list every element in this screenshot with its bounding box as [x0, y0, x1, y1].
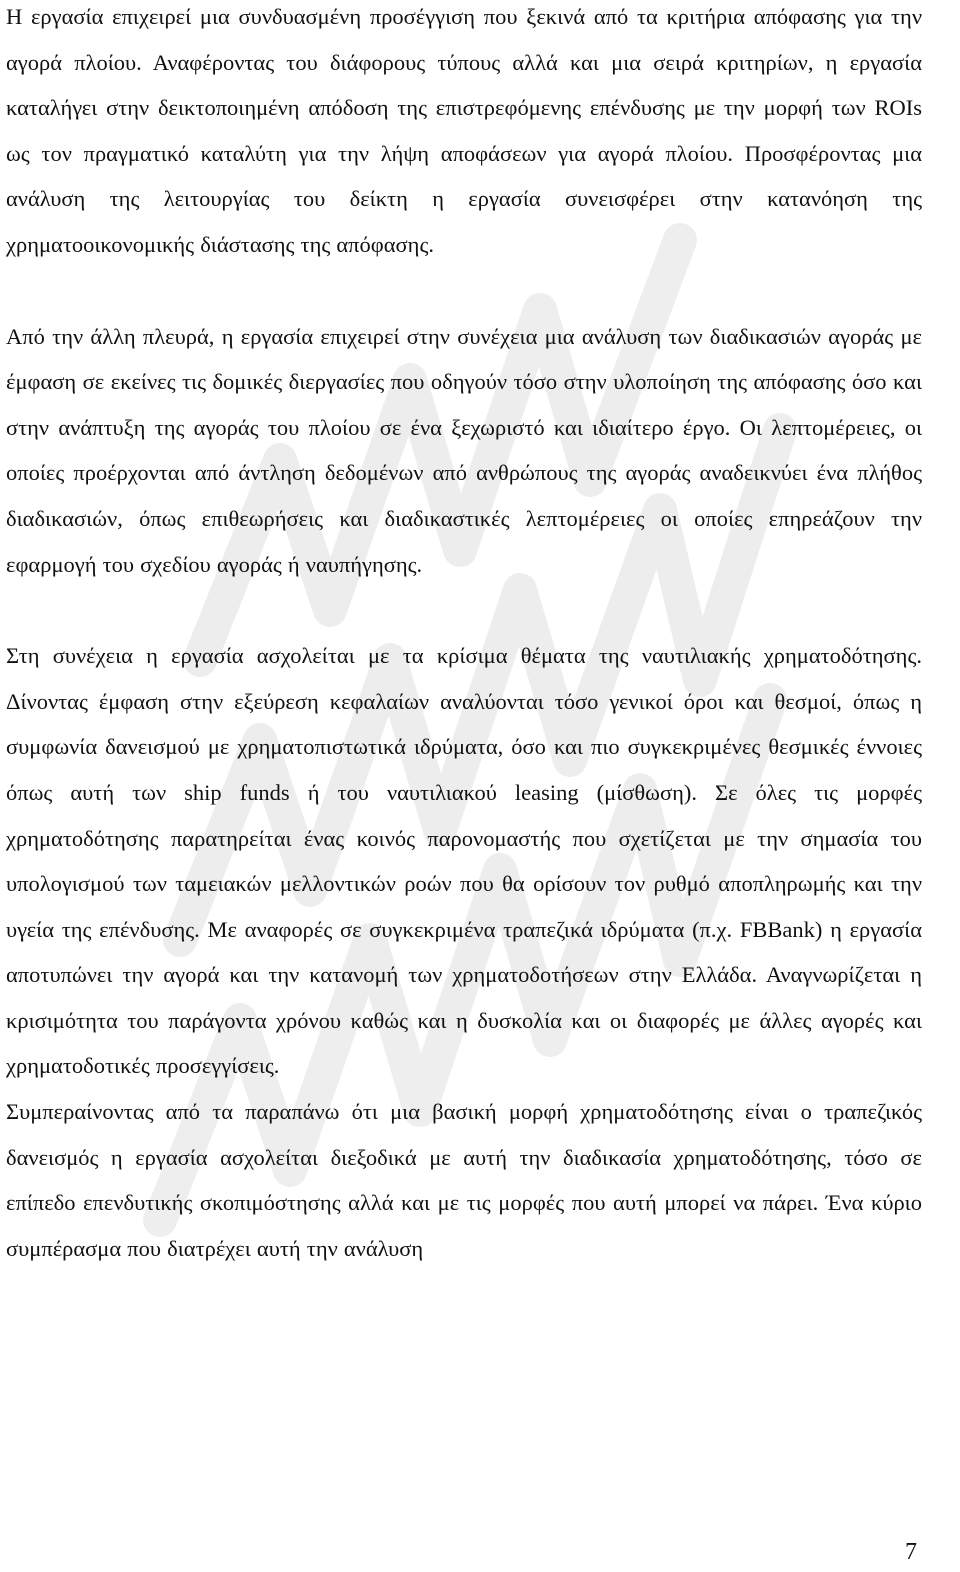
- paragraph-procedures: Από την άλλη πλευρά, η εργασία επιχειρεί στην συνέχεια μια ανάλυση των διαδικασιών αγοράς με έμφαση σε εκείνες τις δομικές διεργασίες που οδηγούν τόσο στην υλοποίηση της απόφασης όσο και στην ανάπτυξη της αγοράς του πλοίου σε ένα ξεχωριστό και ιδιαίτερο έργο. Οι λεπτομέρειες, οι οποίες προέρχονται από άντληση δεδομένων από ανθρώπους της αγοράς αναδεικνύει ένα πλήθος διαδικασιών, όπως επιθεωρήσεις και διαδικαστικές λεπτομέρειες οι οποίες επηρεάζουν την εφαρμογή του σχεδίου αγοράς ή ναυπήγησης.: [6, 323, 922, 577]
- paragraph-spacer: [6, 587, 922, 633]
- paragraph-spacer: [6, 268, 922, 314]
- paragraph-intro: Η εργασία επιχειρεί μια συνδυασμένη προσέγγιση που ξεκινά από τα κριτήρια απόφασης για την αγορά πλοίου. Αναφέροντας του διάφορους τύπους αλλά και μια σειρά κριτηρίων, η εργασία καταλήγει στην δεικτοποιημένη απόδοση της επιστρεφόμενης επένδυσης με την μορφή των ROIs ως τον πραγματικό καταλύτη για την λήψη αποφάσεων για αγορά πλοίου. Προσφέροντας μια ανάλυση της λειτουργίας του δείκτη η εργασία συνεισφέρει στην κατανόηση της χρηματοοικονομικής διάστασης της απόφασης.: [6, 4, 922, 257]
- paragraph-financing: Στη συνέχεια η εργασία ασχολείται με τα κρίσιμα θέματα της ναυτιλιακής χρηματοδότησης. Δίνοντας έμφαση στην εξεύρεση κεφαλαίων αναλύονται τόσο γενικοί όροι και θεσμοί, όπως η συμφωνία δανεισμού με χρηματοπιστωτικά ιδρύματα, όσο και πιο συγκεκριμένες θεσμικές έννοιες όπως αυτή των ship funds ή του ναυτιλιακού leasing (μίσθωση). Σε όλες τις μορφές χρηματοδότησης παρατηρείται ένας κοινός παρονομαστής που σχετίζεται με την σημασία του υπολογισμού των ταμειακών μελλοντικών ροών που θα ορίσουν τον ρυθμό αποπληρωμής και την υγεία της επένδυσης. Με αναφορές σε συγκεκριμένα τραπεζικά ιδρύματα (π.χ. FBBank) η εργασία αποτυπώνει την αγορά και την κατανομή των χρηματοδοτήσεων στην Ελλάδα. Αναγνωρίζεται η κρισιμότητα του παράγοντα χρόνου καθώς και η δυσκολία και οι διαφορές με άλλες αγορές και χρηματοδοτικές προσεγγίσεις.: [6, 643, 922, 1079]
- paragraph-conclusion: Συμπεραίνοντας από τα παραπάνω ότι μια βασική μορφή χρηματοδότησης είναι ο τραπεζικός δανεισμός η εργασία ασχολείται διεξοδικά με αυτή την διαδικασία χρηματοδότησης, τόσο σε επίπεδο επενδυτικής σκοπιμόστησης αλλά και με τις μορφές που αυτή μπορεί να πάρει. Ένα κύριο συμπέρασμα που διατρέχει αυτή την ανάλυση: [6, 1099, 922, 1261]
- document-body: [6, 0, 922, 1271]
- page-number: 7: [905, 1539, 917, 1565]
